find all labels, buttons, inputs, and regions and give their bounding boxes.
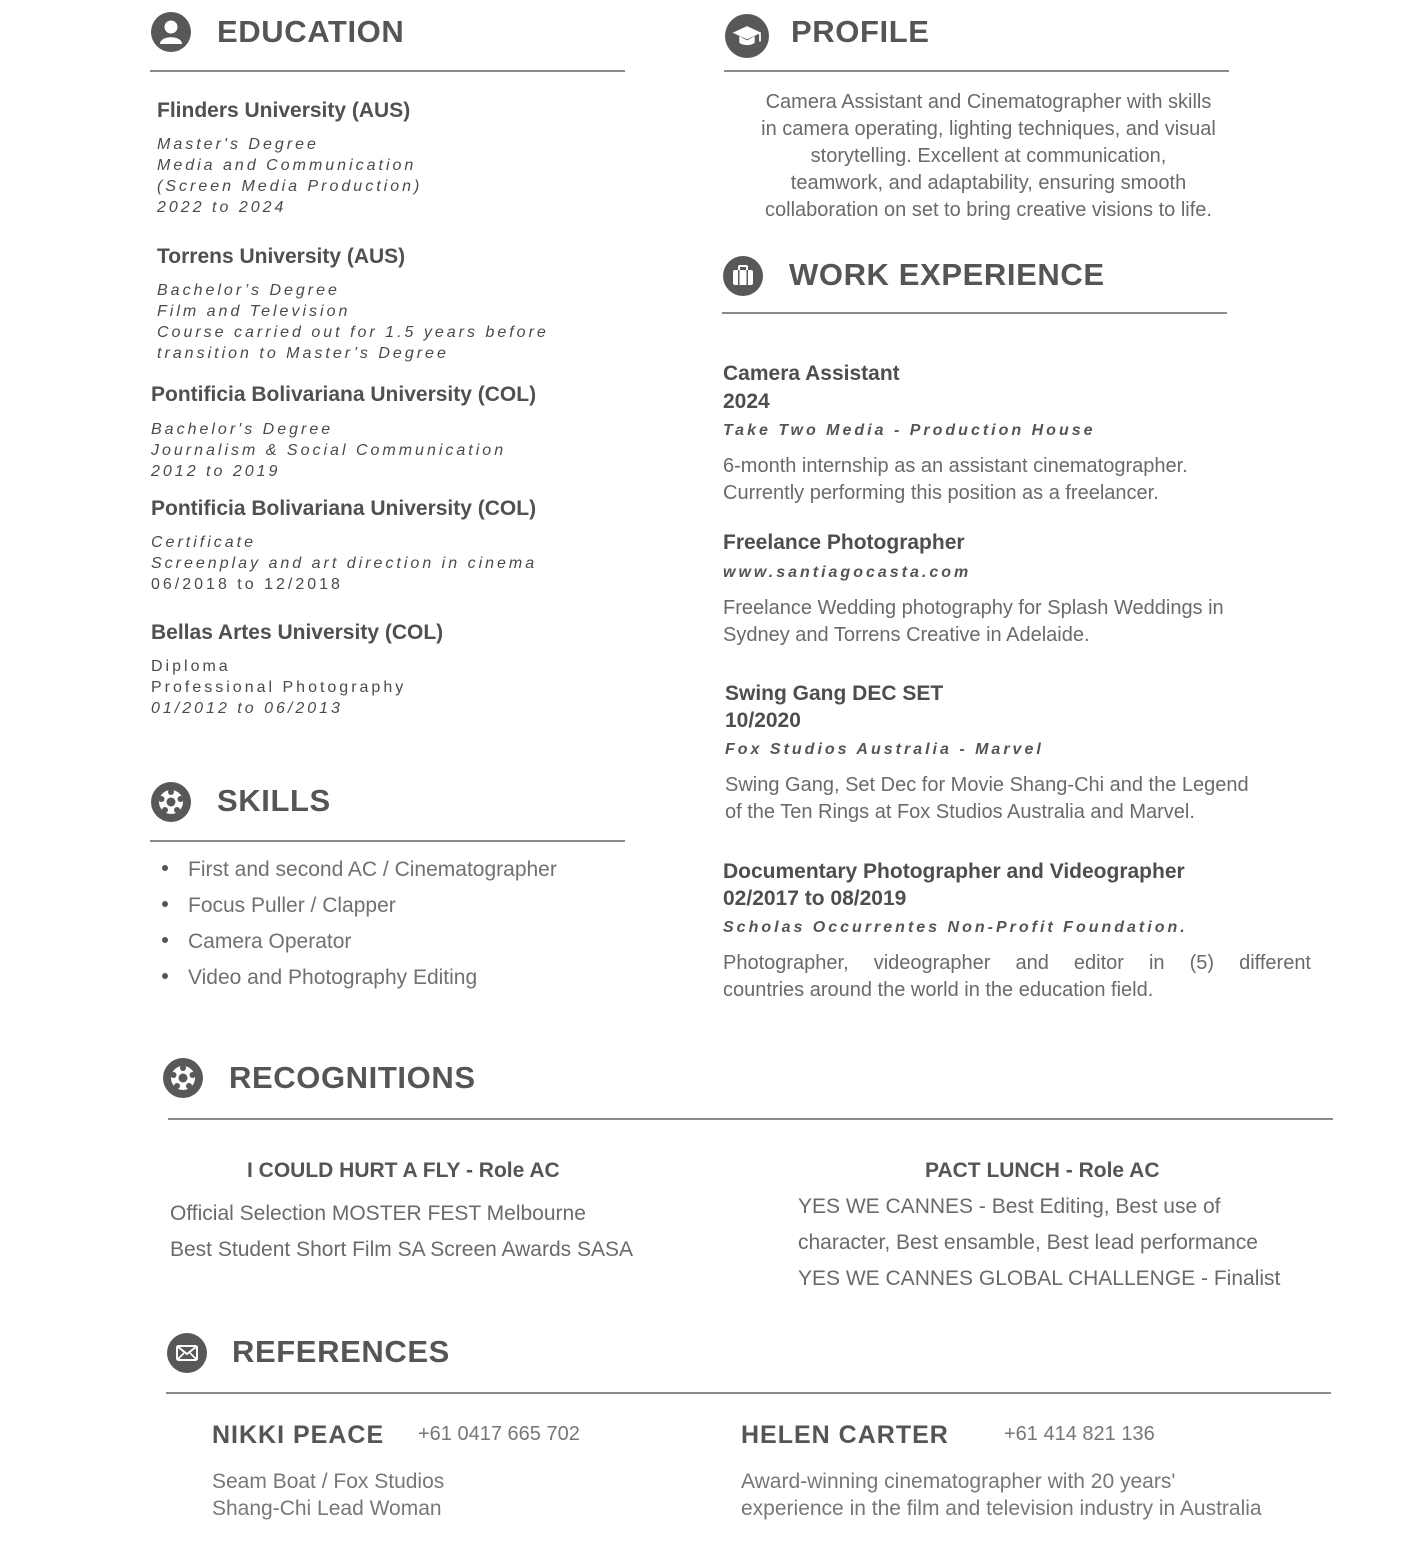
job-date: 02/2017 to 08/2019 bbox=[723, 887, 907, 910]
reference-description: Award-winning cinematographer with 20 years' experience in the film and television industry in Australia bbox=[741, 1470, 1262, 1520]
job-description: 6-month internship as an assistant cinematographer. Currently performing this position as a freelancer. bbox=[723, 455, 1188, 504]
education-entry-name: Pontificia Bolivariana University (COL) bbox=[151, 497, 537, 520]
education-divider bbox=[150, 70, 625, 72]
job-title: Swing Gang DEC SET bbox=[725, 682, 944, 705]
recognition-item: YES WE CANNES - Best Editing, Best use of bbox=[798, 1195, 1221, 1218]
job-date: 2024 bbox=[723, 390, 770, 413]
job-date: 10/2020 bbox=[725, 709, 801, 732]
reference-name: HELEN CARTER bbox=[741, 1421, 949, 1449]
education-entry-name: Bellas Artes University (COL) bbox=[151, 621, 444, 644]
work-experience-heading: WORK EXPERIENCE bbox=[789, 257, 1105, 292]
recognition-item: Best Student Short Film SA Screen Awards SASA bbox=[170, 1238, 634, 1261]
job-company: www.santiagocasta.com bbox=[723, 564, 972, 581]
recognition-title: I COULD HURT A FLY - Role AC bbox=[247, 1159, 560, 1182]
job-title: Freelance Photographer bbox=[723, 531, 965, 554]
references-heading: REFERENCES bbox=[232, 1334, 450, 1369]
list-item: First and second AC / Cinematographer bbox=[158, 858, 557, 894]
recognition-item: character, Best ensamble, Best lead performance bbox=[798, 1231, 1258, 1254]
references-divider bbox=[166, 1392, 1331, 1394]
profile-summary: Camera Assistant and Cinematographer with skills in camera operating, lighting techniques, and visual storytelling. Excellent at communication, teamwork, and adaptability, ensuring smooth collaboration on set to bring creative visions to life. bbox=[761, 91, 1216, 221]
job-title: Camera Assistant bbox=[723, 362, 900, 385]
job-description: Photographer, videographer and editor in (5) different countries around the world in the education field. bbox=[723, 952, 1311, 1001]
envelope-icon bbox=[167, 1333, 207, 1373]
job-description: Swing Gang, Set Dec for Movie Shang-Chi and the Legend of the Ten Rings at Fox Studios Australia and Marvel. bbox=[725, 774, 1249, 823]
education-entry-name: Pontificia Bolivariana University (COL) bbox=[151, 383, 537, 406]
reference-description: Seam Boat / Fox Studios Shang-Chi Lead Woman bbox=[212, 1470, 445, 1520]
skills-divider bbox=[150, 840, 625, 842]
recognitions-heading: RECOGNITIONS bbox=[229, 1060, 476, 1095]
profile-heading: PROFILE bbox=[791, 14, 930, 49]
list-item: Camera Operator bbox=[158, 930, 557, 966]
profile-divider bbox=[724, 70, 1229, 72]
list-item: Video and Photography Editing bbox=[158, 966, 557, 1002]
job-company: Scholas Occurrentes Non-Profit Foundation. bbox=[723, 919, 1188, 936]
recognition-title: PACT LUNCH - Role AC bbox=[925, 1159, 1160, 1182]
recognitions-divider bbox=[168, 1118, 1333, 1120]
education-entry-details: Master's Degree Media and Communication (Screen Media Production) 2022 to 2024 bbox=[157, 136, 423, 216]
education-entry-details: Bachelor's Degree Journalism & Social Communication 2012 to 2019 bbox=[151, 421, 507, 480]
user-icon bbox=[151, 12, 191, 52]
graduation-cap-icon bbox=[725, 14, 769, 58]
education-heading: EDUCATION bbox=[217, 14, 405, 49]
gear-icon bbox=[163, 1058, 203, 1098]
list-item: Focus Puller / Clapper bbox=[158, 894, 557, 930]
gear-icon bbox=[151, 782, 191, 822]
job-title: Documentary Photographer and Videographer bbox=[723, 860, 1185, 883]
reference-name: NIKKI PEACE bbox=[212, 1421, 385, 1449]
education-entry-name: Torrens University (AUS) bbox=[157, 245, 406, 268]
education-entry-name: Flinders University (AUS) bbox=[157, 99, 411, 122]
job-company: Fox Studios Australia - Marvel bbox=[725, 741, 1044, 758]
reference-phone: +61 0417 665 702 bbox=[418, 1423, 580, 1445]
education-entry-details: Bachelor’s Degree Film and Television Course carried out for 1.5 years before transition to Master’s Degree bbox=[157, 282, 549, 362]
work-experience-divider bbox=[722, 312, 1227, 314]
recognition-item: Official Selection MOSTER FEST Melbourne bbox=[170, 1202, 586, 1225]
skills-heading: SKILLS bbox=[217, 783, 331, 818]
reference-phone: +61 414 821 136 bbox=[1004, 1423, 1155, 1445]
education-entry-details: Certificate Screenplay and art direction in cinema 06/2018 to 12/2018 bbox=[151, 534, 538, 593]
job-description: Freelance Wedding photography for Splash Weddings in Sydney and Torrens Creative in Adelaide. bbox=[723, 597, 1224, 646]
briefcase-icon bbox=[723, 256, 763, 296]
skills-list bbox=[158, 858, 557, 1002]
recognition-item: YES WE CANNES GLOBAL CHALLENGE - Finalist bbox=[798, 1267, 1281, 1290]
job-company: Take Two Media - Production House bbox=[723, 422, 1096, 439]
education-entry-details: Diploma Professional Photography 01/2012 to 06/2013 bbox=[151, 658, 407, 717]
